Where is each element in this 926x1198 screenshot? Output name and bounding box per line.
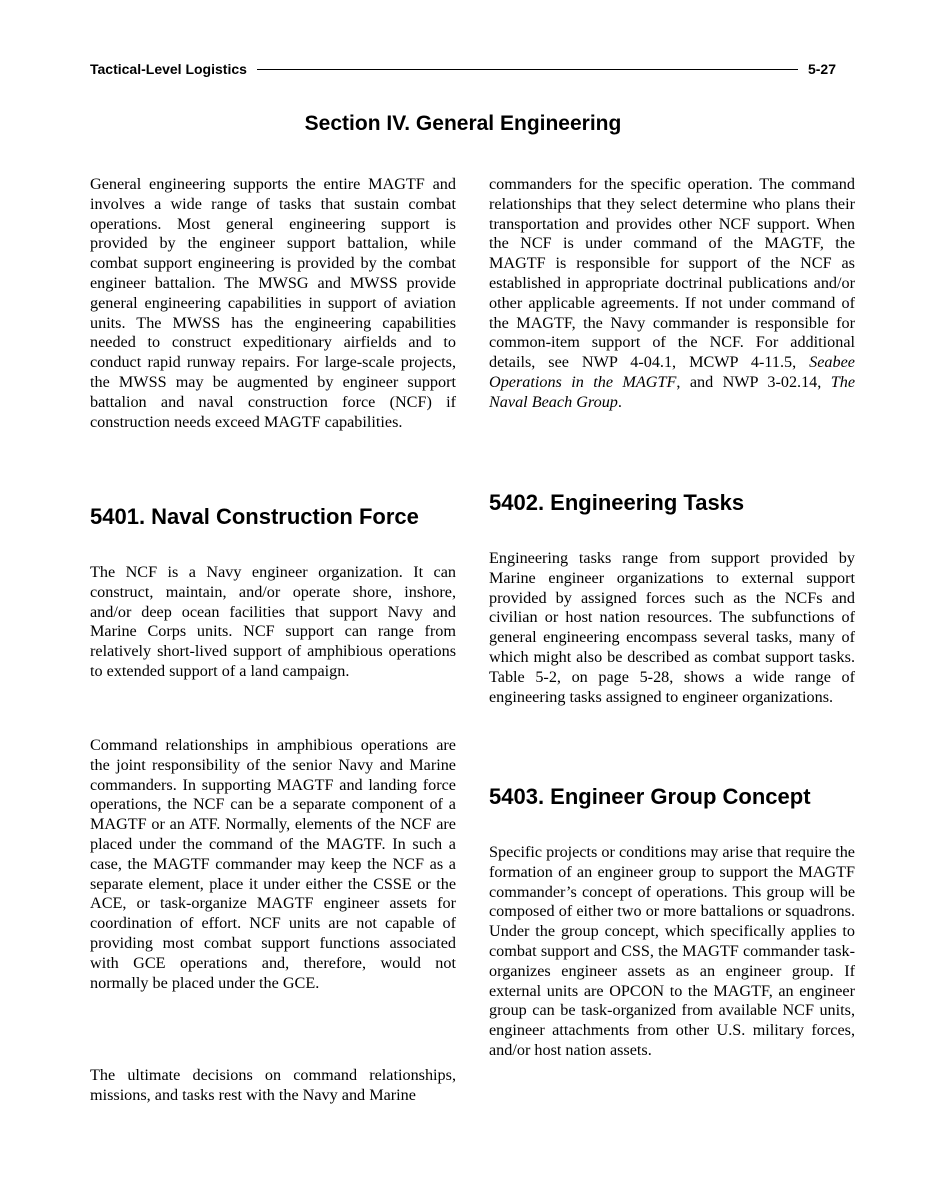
intro-paragraph (90, 175, 456, 432)
paragraph-5401-1 (90, 563, 456, 682)
section-title: Section IV. General Engineering (304, 112, 622, 135)
heading-5403: 5403. Engineer Group Concept (489, 784, 811, 809)
paragraph-5401-3 (90, 1066, 456, 1106)
paragraph-5403 (489, 843, 855, 1061)
paragraph-5403-text: Specific projects or conditions may arise that require the formation of an engineer group to support the MAGTF commander’s concept of operations. This group will be composed of either two or more battalions or squadrons. Under the group concept, which specifically applies to combat support and CSS, the MAGTF commander task-organizes engineer assets as an engineer group. If external units are OPCON to the MAGTF, an engineer group can be task-organized from available NCF units, engineer attachments from other U.S. military forces, and/or host nation assets. (489, 843, 855, 1059)
italic-title-seabee: Seabee Operations in the MAGTF (489, 353, 855, 391)
paragraph-5401-3-text: The ultimate decisions on command relationships, missions, and tasks rest with the Navy and Marine (90, 1066, 456, 1104)
paragraph-5402 (489, 549, 855, 707)
continued-text-c: . (617, 392, 622, 411)
header-chapter-title: Tactical-Level Logistics (90, 61, 247, 77)
running-header (90, 58, 836, 80)
header-rule (257, 69, 798, 70)
heading-5402: 5402. Engineering Tasks (489, 490, 745, 515)
intro-text: General engineering supports the entire MAGTF and involves a wide range of tasks that sustain combat operations. Most general engineering support is provided by the engineer support battalion, while combat support engineering is provided by the combat engineer battalion. The MWSG and MWSS provide general engineering capabilities in support of aviation units. The MWSS has the engineering capabilities needed to construct expeditionary airfields and to conduct rapid runway repairs. For large-scale projects, the MWSS may be augmented by engineer support battalion and naval construction force (NCF) if construction needs exceed MAGTF capabilities. (90, 175, 456, 431)
paragraph-5402-text: Engineering tasks range from support provided by Marine engineer organizations to external support provided by assigned forces such as the NCFs and civilian or host nation resources. The subfunctions of general engineering encompass several tasks, many of which might also be described as combat support tasks. Table 5-2, on page 5-28, shows a wide range of engineering tasks assigned to engineer organizations. (489, 549, 855, 706)
continued-paragraph-text (489, 175, 855, 413)
paragraph-5401-2-text: Command relationships in amphibious operations are the joint responsibility of the senior Navy and Marine commanders. In supporting MAGTF and landing force operations, the NCF can be a separate component of a MAGTF or an ATF. Normally, elements of the NCF are placed under the command of the MAGTF. In such a case, the MAGTF commander may keep the NCF as a separate element, place it under either the CSSE or the ACE, or task-organize MAGTF engineer assets for coordination of effort. NCF units are not capable of providing most combat support functions associated with GCE operations and, therefore, would not normally be placed under the GCE. (90, 736, 456, 992)
continued-text-a: commanders for the specific operation. The command relationships that they select determine who plans their transportation and provides other NCF support. When the NCF is under command of the MAGTF, the MAGTF is responsible for support of the NCF as established in appropriate doctrinal publications and/or other applicable agreements. If not under command of the MAGTF, the Navy commander is responsible for common-item support of the NCF. For additional details, see NWP 4-04.1, MCWP 4-11.5, (489, 175, 855, 372)
header-page-number: 5-27 (807, 61, 836, 77)
paragraph-5401-1-text: The NCF is a Navy engineer organization. It can construct, maintain, and/or operate shore, inshore, and/or deep ocean facilities that support Navy and Marine Corps units. NCF support can range from relatively short-lived support of amphibious operations to extended support of a land campaign. (90, 563, 456, 680)
paragraph-5401-2 (90, 736, 456, 993)
continued-text-b: , and NWP 3-02.14, (676, 372, 831, 391)
heading-5401: 5401. Naval Construction Force (90, 504, 419, 529)
italic-title-beach-group: The Naval Beach Group (489, 372, 855, 411)
continued-paragraph (489, 175, 855, 413)
